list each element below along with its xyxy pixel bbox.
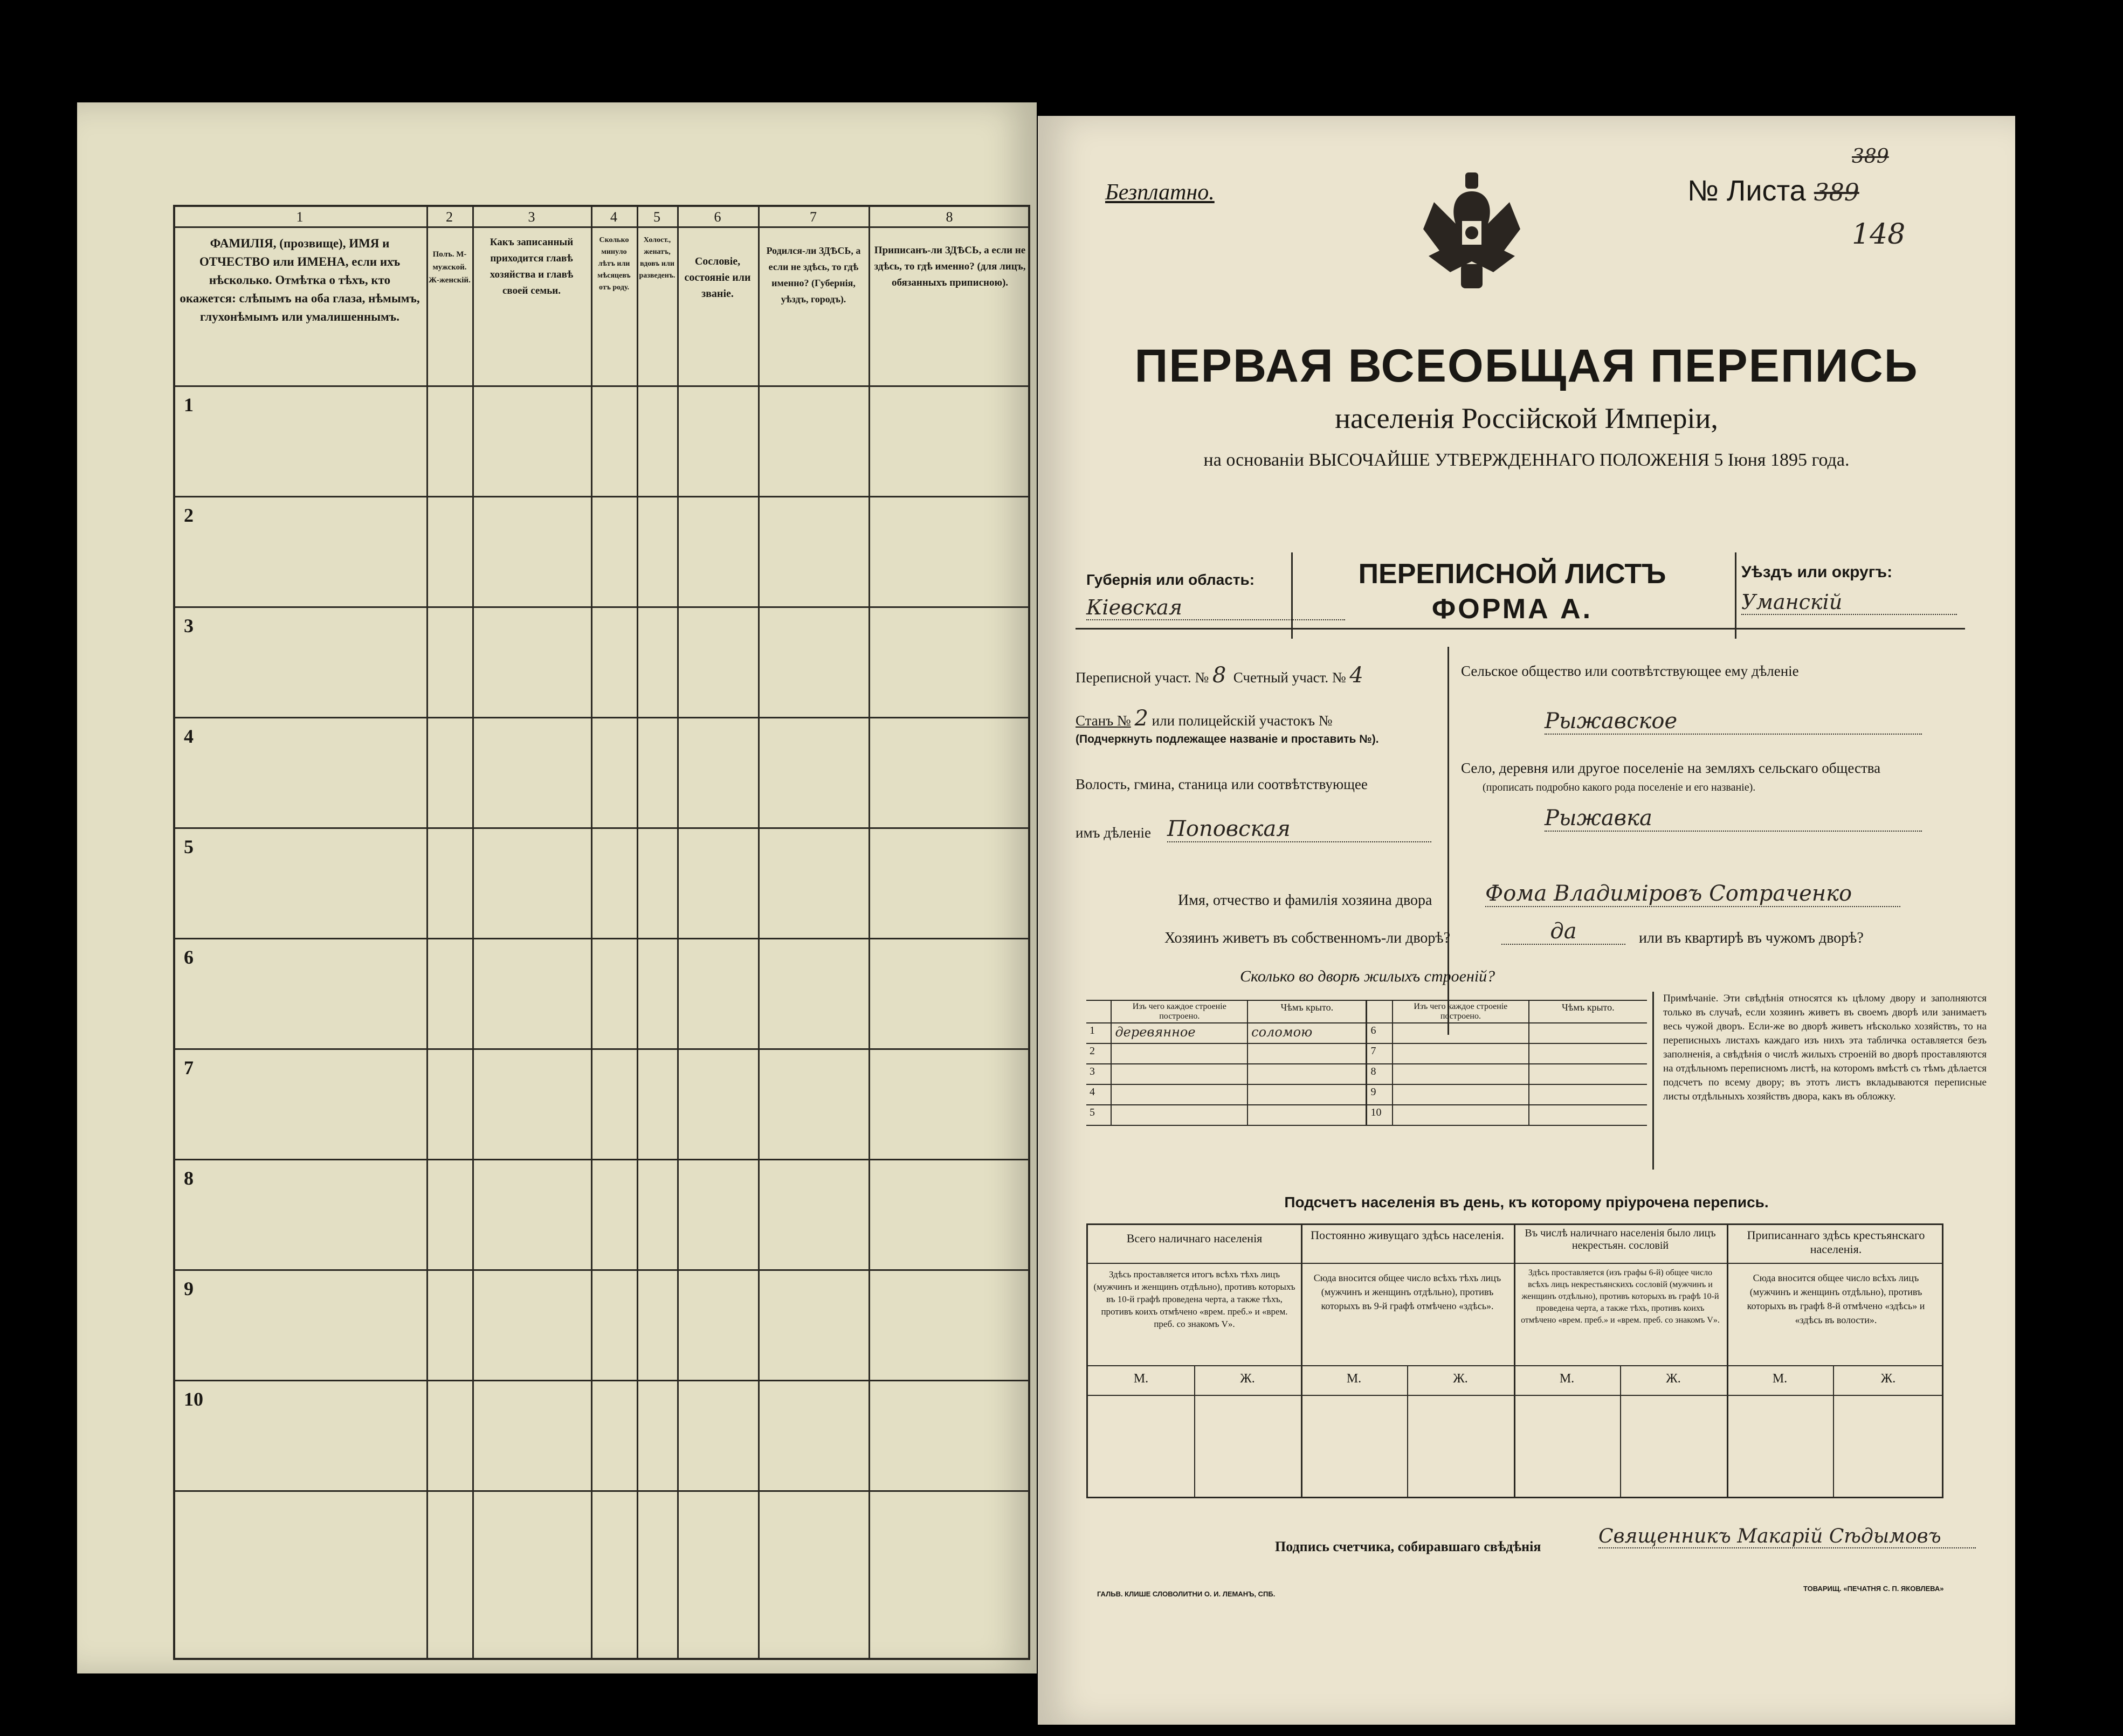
count-district-label: Счетный участ. № — [1233, 669, 1346, 686]
page-title: ПЕРВАЯ ВСЕОБЩАЯ ПЕРЕПИСЬ — [1134, 340, 1919, 392]
column-divider — [637, 205, 638, 1660]
stan-label: Станъ № — [1076, 713, 1131, 729]
basis-text: на основаніи ВЫСОЧАЙШЕ УТВЕРЖДЕННАГО ПОЛОЖЕНІЯ 5 Іюня 1895 года. — [1203, 450, 1850, 470]
header-divider — [173, 226, 1030, 228]
right-page — [1038, 116, 2015, 1725]
tally-head: Въ числѣ наличнаго населенія было лицъ некрестьян. сословій — [1525, 1227, 1716, 1251]
male-label: М. — [1559, 1372, 1575, 1386]
column-divider — [677, 205, 679, 1660]
column-number: 5 — [653, 209, 660, 225]
left-page — [77, 102, 1037, 1673]
male-label: М. — [1133, 1372, 1149, 1386]
row-divider — [173, 1490, 1030, 1492]
building-number: 4 — [1086, 1084, 1111, 1105]
society-label: Сельское общество или соотвѣтствующее ему дѣленіе — [1461, 663, 1799, 679]
head-material: Изъ чего каждое строеніе построено. — [1393, 1000, 1529, 1023]
census-district-line — [1076, 663, 1363, 688]
own-yard-value: да — [1501, 919, 1625, 945]
head-roof: Чѣмъ крыто. — [1247, 1000, 1367, 1023]
print-credit-right: ТОВАРИЩ. «ПЕЧАТНЯ С. П. ЯКОВЛЕВА» — [1803, 1585, 1944, 1593]
census-district-label: Переписной участ. № — [1076, 669, 1209, 686]
column-number: 7 — [810, 209, 817, 225]
female-label: Ж. — [1880, 1372, 1896, 1386]
column-header-registered: Приписанъ-ли ЗДѢСЬ, а если не здѣсь, то гдѣ именно? (для лицъ, обязанныхъ приписною). — [874, 245, 1026, 288]
uezd-value: Уманскій — [1741, 590, 1957, 615]
volost-value: Поповская — [1167, 817, 1431, 842]
signature-value: Священникъ Макарій Сѣдымовъ — [1598, 1525, 1976, 1548]
tally-divider — [1088, 1263, 1942, 1264]
tally-desc: Сюда вносится общее число всѣхъ лицъ (мужчинъ и женщинъ отдѣльно), противъ которыхъ въ графѣ 8-й отмѣчено «здѣсь» и «здѣсь въ волости». — [1747, 1272, 1925, 1325]
stan-value: 2 — [1134, 706, 1148, 731]
row-number: 6 — [184, 946, 194, 968]
building-roof: соломою — [1247, 1023, 1367, 1043]
table-border — [173, 205, 1030, 1660]
row-number: 5 — [184, 836, 194, 857]
sheet-label-text: № Листа — [1687, 175, 1806, 207]
row-divider — [173, 1269, 1030, 1271]
male-label: М. — [1346, 1372, 1362, 1386]
female-label: Ж. — [1453, 1372, 1468, 1386]
building-number: 8 — [1367, 1064, 1393, 1084]
village-label: Село, деревня или другое поселеніе на земляхъ сельскаго общества — [1461, 760, 1881, 776]
head-material: Изъ чего каждое строеніе построено. — [1111, 1000, 1247, 1023]
column-header-estate: Сословіе, состояніе или званіе. — [684, 255, 751, 300]
row-divider — [173, 1048, 1030, 1050]
row-divider — [173, 606, 1030, 608]
column-number: 8 — [946, 209, 953, 225]
count-district-value: 4 — [1349, 663, 1363, 688]
tally-table — [1086, 1223, 1943, 1498]
row-divider — [173, 1159, 1030, 1160]
row-number: 7 — [184, 1057, 194, 1078]
row-number: 9 — [184, 1278, 194, 1299]
tally-divider — [1088, 1365, 1942, 1366]
owner-value: Фома Владиміровъ Сотраченко — [1485, 881, 1900, 907]
form-title: ПЕРЕПИСНОЙ ЛИСТЪ — [1358, 558, 1666, 590]
uezd-label: Уѣздъ или округъ: — [1741, 563, 1893, 581]
building-number: 5 — [1086, 1105, 1111, 1125]
tally-divider — [1514, 1225, 1515, 1497]
column-header-age: Сколько минуло лѣтъ или мѣсяцевъ отъ роду. — [597, 236, 631, 292]
column-divider — [591, 205, 592, 1660]
village-note: (прописать подробно какого рода поселеніе и его названіе). — [1483, 781, 1756, 793]
tally-divider — [1301, 1225, 1302, 1497]
row-number: 1 — [184, 394, 194, 416]
column-header-birthplace: Родился-ли ЗДѢСЬ, а если не здѣсь, то гдѣ именно? (Губернія, уѣздъ, городъ). — [766, 245, 861, 305]
sheet-label — [1687, 174, 1859, 208]
guberniya-value: Кіевская — [1086, 596, 1345, 620]
column-number: 2 — [446, 209, 453, 225]
buildings-table — [1086, 1000, 1647, 1126]
tally-desc: Здѣсь проставляется (изъ графы 6-й) общее число всѣхъ лицъ некрестьянскихъ сословій (мужчинъ и женщинъ отдѣльно), противъ которыхъ въ графѣ 10-й проведена черта, а также тѣхъ, противъ коихъ отмѣчено «врем. преб.» и «врем. преб. со знакомъ V». — [1521, 1268, 1720, 1325]
row-divider — [173, 496, 1030, 497]
building-material: деревянное — [1111, 1023, 1247, 1043]
society-value: Рыжавское — [1545, 709, 1922, 735]
rented-label: или въ квартирѣ въ чужомъ дворѣ? — [1639, 930, 1864, 946]
column-divider — [758, 205, 760, 1660]
volost-label-2: имъ дѣленіе — [1076, 825, 1152, 841]
column-header-relation: Какъ записанный приходится главѣ хозяйства и главѣ своей семьи. — [490, 237, 574, 296]
guberniya-label: Губернія или область: — [1086, 571, 1255, 588]
row-divider — [173, 938, 1030, 939]
page-subtitle: населенія Россійской Имперіи, — [1335, 402, 1718, 434]
form-subtitle: ФОРМА А. — [1431, 593, 1593, 625]
tally-head: Постоянно живущаго здѣсь населенія. — [1311, 1228, 1504, 1242]
signature-label: Подпись счетчика, собиравшаго свѣдѣнія — [1275, 1539, 1541, 1554]
building-number: 3 — [1086, 1064, 1111, 1084]
free-label: Безплатно. — [1105, 180, 1215, 205]
header-divider — [173, 385, 1030, 387]
own-yard-label: Хозяинъ живетъ въ собственномъ-ли дворѣ? — [1164, 930, 1451, 946]
row-number: 10 — [184, 1388, 203, 1410]
note-text: Примѣчаніе. Эти свѣдѣнія относятся къ цѣлому двору и заполняются только въ случаѣ, если хозяинъ живетъ въ своемъ дворѣ или занимаетъ весь чужой дворъ. Если-же во дворѣ живетъ нѣсколько хозяйствъ, то на переписныхъ листахъ каждаго изъ нихъ эта табличка оставляется безъ заполненія, а свѣдѣнія о числѣ жилыхъ строеній во дворѣ проставляются на отдѣльномъ переписномъ листѣ, на которомъ вмѣстѣ съ тѣмъ дѣлается подсчетъ по всему двору; въ этотъ листъ вкладываются переписные листы отдѣльныхъ хозяйствъ двора, какъ въ обложку. — [1663, 993, 1987, 1102]
column-divider — [472, 205, 474, 1660]
volost-label: Волость, гмина, станица или соотвѣтствующее — [1076, 776, 1368, 792]
row-number: 4 — [184, 725, 194, 747]
tally-head: Всего наличнаго населенія — [1126, 1232, 1263, 1245]
tally-divider — [1727, 1225, 1728, 1497]
female-label: Ж. — [1666, 1372, 1681, 1386]
stan-line — [1076, 706, 1333, 731]
column-number: 4 — [610, 209, 617, 225]
column-header-sex: Полъ. М-мужской. Ж-женскій. — [429, 250, 471, 285]
building-number: 9 — [1367, 1084, 1393, 1105]
row-number: 2 — [184, 504, 194, 526]
tally-desc: Здѣсь проставляется итогъ всѣхъ тѣхъ лицъ (мужчинъ и женщинъ отдѣльно), противъ которыхъ въ 10-й графѣ проведена черта, а также тѣхъ, противъ коихъ отмѣчено «врем. преб.» и «врем. преб. со знакомъ V». — [1093, 1269, 1295, 1329]
stan-rest-label: или полицейскій участокъ № — [1152, 713, 1333, 729]
sheet-number-crossed: 389 — [1814, 179, 1859, 206]
column-divider — [426, 205, 428, 1660]
row-divider — [173, 1380, 1030, 1381]
female-label: Ж. — [1240, 1372, 1255, 1386]
head-roof: Чѣмъ крыто. — [1529, 1000, 1647, 1023]
column-header-name: ФАМИЛІЯ, (прозвище), ИМЯ и ОТЧЕСТВО или ИМЕНА, если ихъ нѣсколько. Отмѣтка о тѣхъ, кто окажется: слѣпымъ на оба глаза, нѣмымъ, глухонѣмымъ или умалишеннымъ. — [180, 237, 420, 323]
tally-title: Подсчетъ населенія въ день, къ которому пріурочена перепись. — [1284, 1194, 1769, 1211]
village-value: Рыжавка — [1545, 806, 1922, 832]
column-header-marital: Холост., женатъ, вдовъ или разведенъ. — [639, 236, 676, 280]
stan-note: (Подчеркнуть подлежащее названіе и проставить №). — [1076, 733, 1379, 745]
tally-divider — [1088, 1395, 1942, 1396]
building-number: 6 — [1367, 1023, 1393, 1043]
tally-desc: Сюда вносится общее число всѣхъ тѣхъ лицъ (мужчинъ и женщинъ отдѣльно), противъ которыхъ въ 9-й графѣ отмѣчено «здѣсь». — [1313, 1272, 1501, 1311]
household-members-table — [173, 205, 1030, 1660]
building-number: 1 — [1086, 1023, 1111, 1043]
column-number: 3 — [528, 209, 535, 225]
building-number: 10 — [1367, 1105, 1393, 1125]
column-number: 1 — [296, 209, 304, 225]
row-divider — [173, 717, 1030, 718]
census-district-value: 8 — [1212, 663, 1226, 688]
building-number: 2 — [1086, 1043, 1111, 1064]
imperial-eagle-icon — [1418, 170, 1526, 294]
column-divider — [868, 205, 870, 1660]
print-credit-left: ГАЛЬВ. КЛИШЕ СЛОВОЛИТНИ О. И. ЛЕМАНЪ, СПБ. — [1097, 1590, 1276, 1598]
row-number: 8 — [184, 1167, 194, 1189]
buildings-label: Сколько во дворѣ жилыхъ строеній? — [1240, 967, 1495, 985]
owner-label: Имя, отчество и фамилія хозяина двора — [1178, 892, 1432, 909]
note-divider — [1652, 992, 1654, 1170]
tally-head: Приписаннаго здѣсь крестьянскаго населенія. — [1747, 1228, 1925, 1256]
sheet-number-handwritten: 148 — [1852, 218, 1906, 251]
row-divider — [173, 827, 1030, 829]
row-number: 3 — [184, 615, 194, 637]
column-number: 6 — [714, 209, 721, 225]
building-number: 7 — [1367, 1043, 1393, 1064]
male-label: М. — [1772, 1372, 1788, 1386]
sheet-number-corner: 389 — [1852, 146, 1889, 168]
